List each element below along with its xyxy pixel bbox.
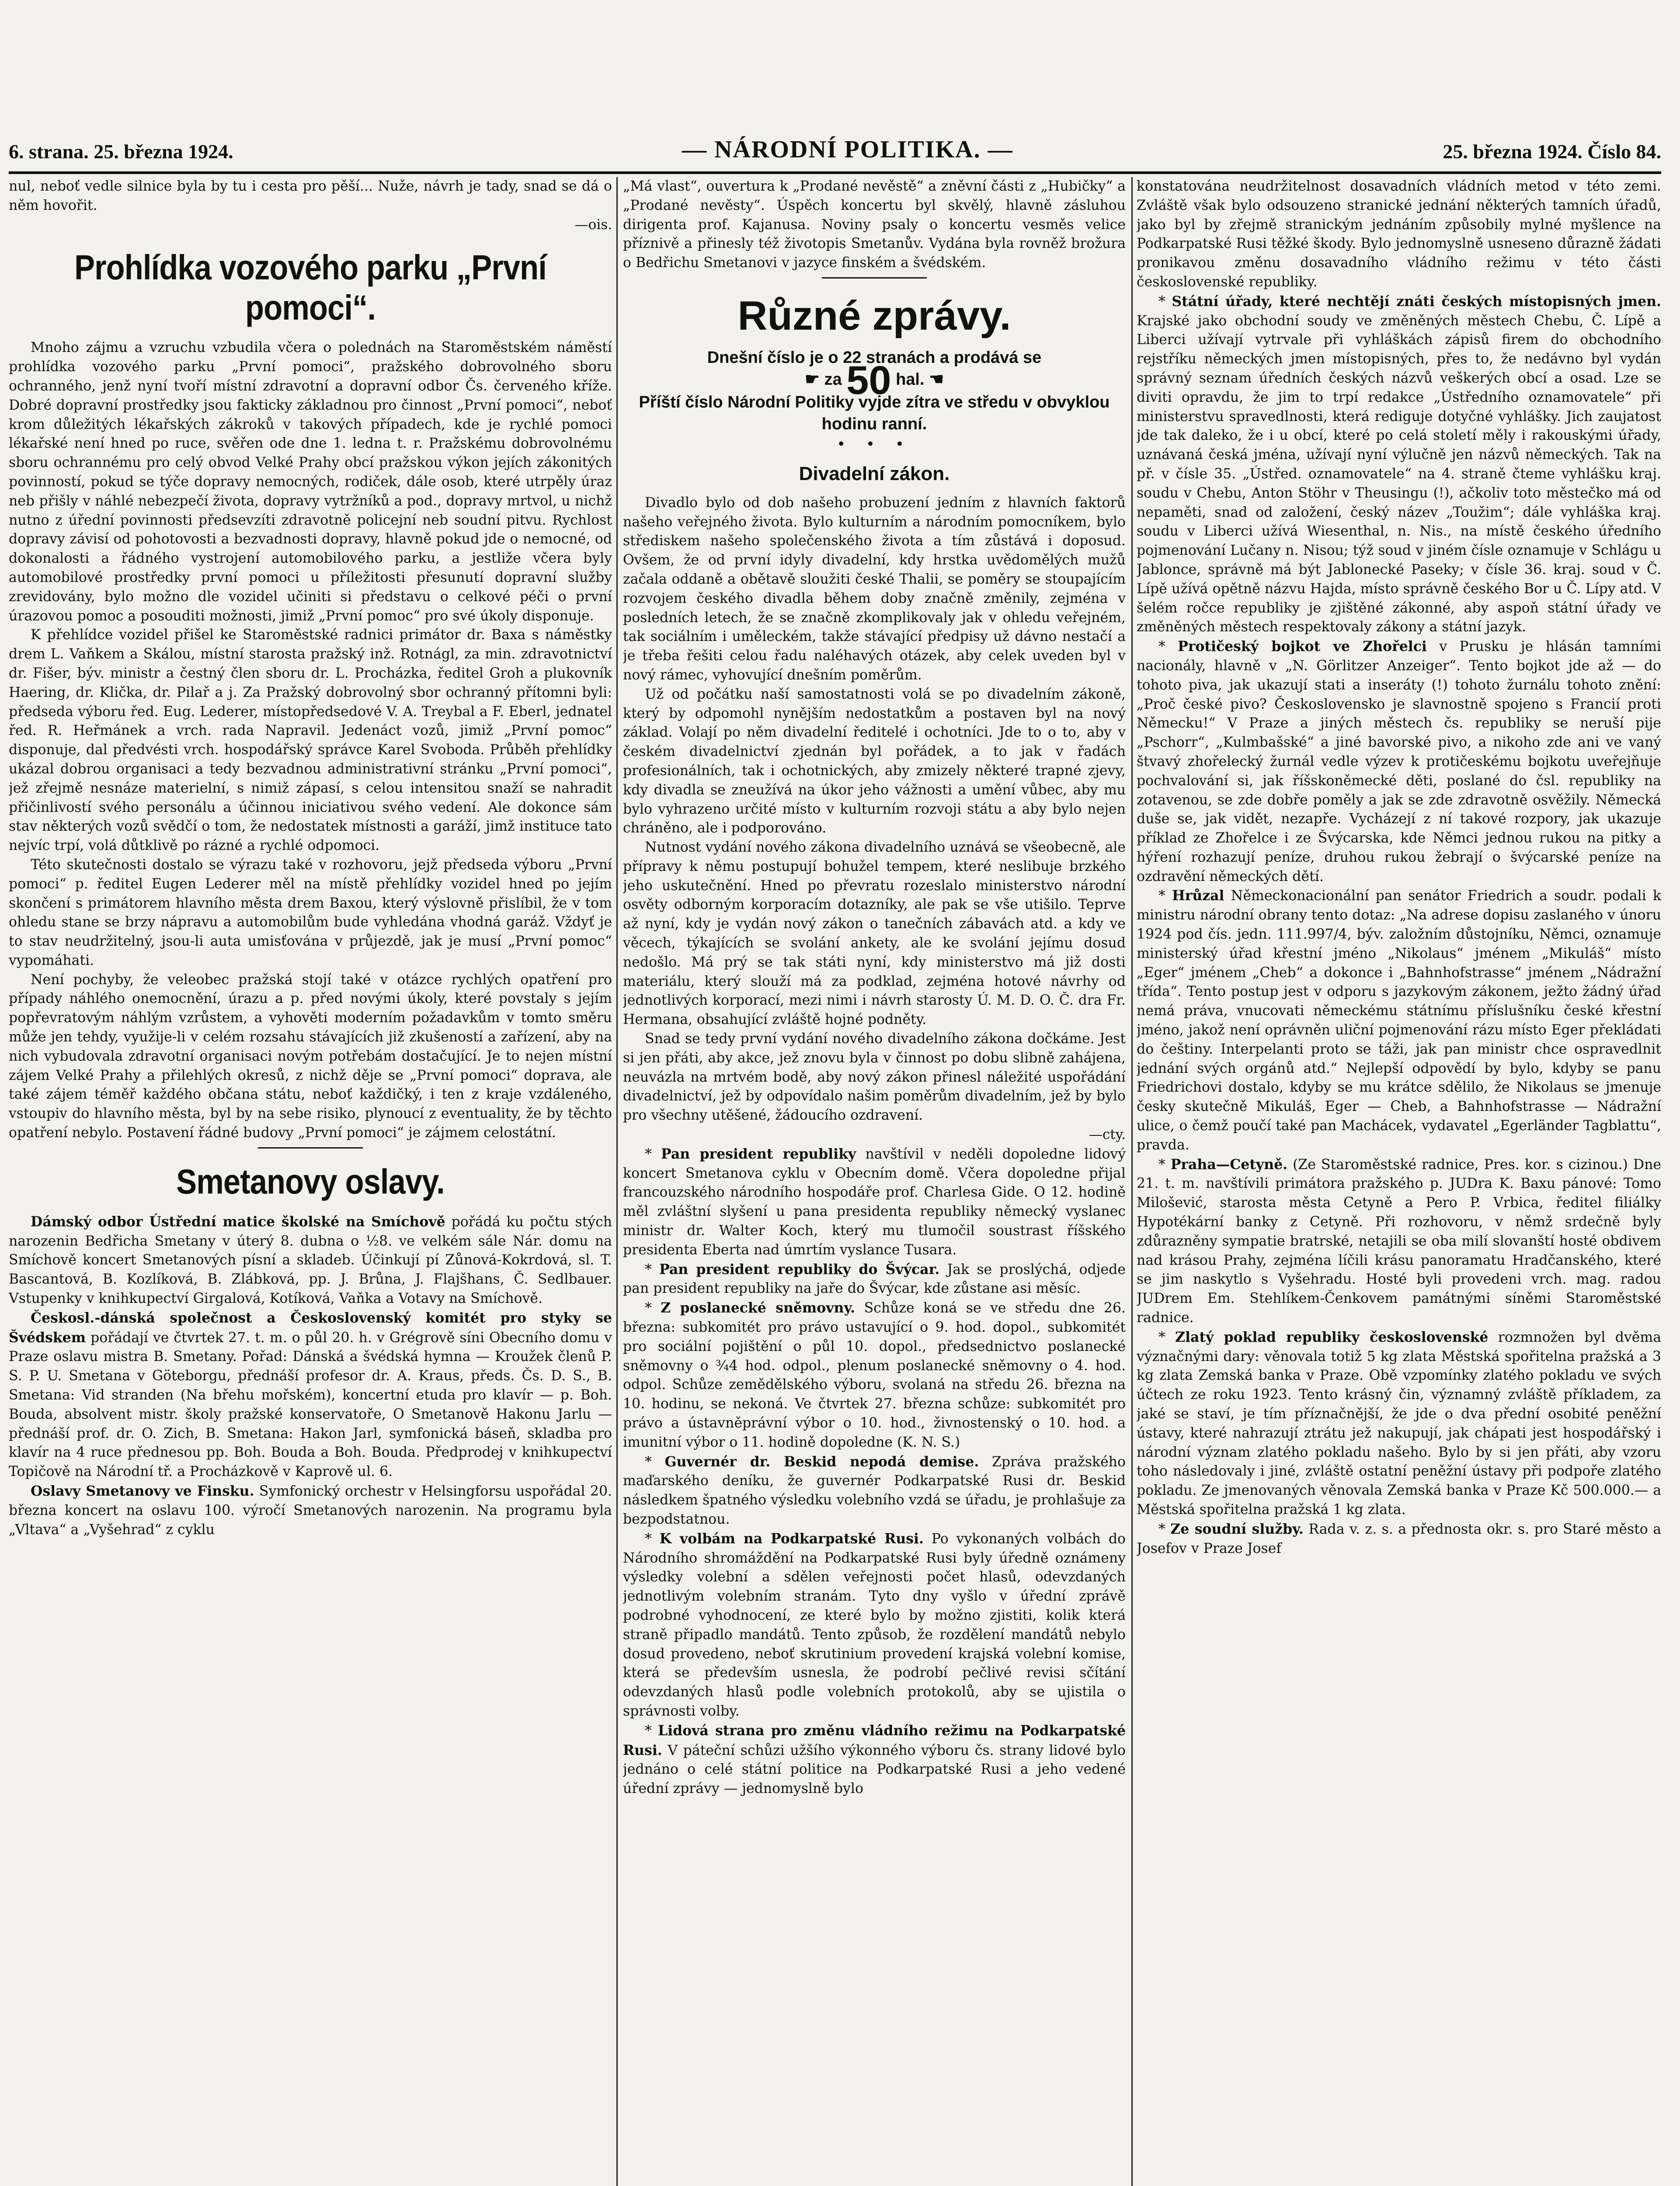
news-item-text: v Prusku je hlásán tamními nacionály, hlavně v „N. Görlitzer Anzeiger“. Tento bojkot jde až — do tohoto piva, jak ukazují stati a inseráty (!) tohoto žurnálu tohoto znění: „Proč české pivo? Československo je slavnostně spojeno s Francií proti Německu!“ V Praze a jiných městech čs. republiky se neruší pije „Pschorr“, „Kulmbašské“ a jiné bavorské pivo, a nikoho zde ani ve vaný štvavý zhořelecký žurnál vedle výzev k protičeskému bojkotu uveřejňuje pochvalování si, jak říšskoněmecké děti, poslané do čsl. republiky na zotavenou, se zde dobře poměly a jak se zde zdravotně osvěžily. Německá duše se, jak vidět, nezapře. Vycházejí z ní takové rozpory, jak ukazuje příklad ze Zhořelce i ze Švýcarska, kde Němci jednou rukou na pitky a hýření rozhazují peníze, druhou rukou žebrají o švýcarské peníze na ozdravění německých dětí.	[1137, 639, 1661, 884]
masthead-title: — NÁRODNÍ POLITIKA. —	[682, 136, 1013, 163]
page-header	[9, 136, 1661, 171]
news-item-text: rozmnožen byl dvěma význačnými dary: věnovala totiž 5 kg zlata Městská spořitelna pražská a 3 kg zlata Zemská banka v Praze. Obě vzpomínky zlatého pokladu ve svých účtech ze roku 1923. Tento krásný čin, významný zvláště příkladem, za jaké se staví, je tím příznačnější, že jde o dva přední osobité peněžní ústavy, které nahrazují ztrátu jež nakupují, jak chápati jest hospodářský i národní význam zlatého pokladu našeho. Bylo by si jen přáti, aby vzoru toho následovaly i jiné, zvláště ostatní peněžní ústavy při podpoře zlatého pokladu. Ze jmenovaných věnovala Zemská banka v Praze Kč 500.000.— a Městská spořitelna pražská 1 kg zlata.	[1137, 1329, 1661, 1518]
news-item: * Protičeský bojkot ve Zhořelci v Prusku je hlásán tamními nacionály, hlavně v „N. Görlitzer Anzeiger“. Tento bojkot jde až — do tohoto piva, jak ukazují stati a inseráty (!) tohoto žurnálu tohoto znění: „Proč české pivo? Československo je slavnostně spojeno s Francií proti Německu!“ V Praze a jiných městech čs. republiky se neruší pije „Pschorr“, „Kulmbašské“ a jiné bavorské pivo, a nikoho zde ani ve vaný štvavý zhořelecký žurnál vedle výzev k protičeskému bojkotu uveřejňuje pochvalování si, jak říšskoněmecké děti, poslané do čsl. republiky na zotavenou, se zde dobře poměly a jak se zde zdravotně osvěžily. Německá duše se, jak vidět, nezapře. Vycházejí z ní takové rozpory, jak ukazuje příklad ze Zhořelce i ze Švýcarska, kde Němci jednou rukou na pitky a hýření rozhazují peníze, druhou rukou žebrají o švýcarské peníze na ozdravění německých dětí.	[1137, 638, 1661, 884]
news-item: * Státní úřady, které nechtějí znáti českých místopisných jmen. Krajské jako obchodní soudy ve změněných městech Chebu, Č. Lípě a Liberci užívají vytrvale při vyhláškách zápisů firem do obchodního rejstříku německých jmen místopisných, přes to, že nedávno byl vydán správný seznam úředních českých názvů veškerých obcí a osad. Lze se diviti opravdu, že jim to trpí redakce „Ústředního oznamovatele“ při ministerstvu spravedlnosti, která rediguje dotyčné vyhlášky. Jich zaujatost jde tak daleko, že i u obcí, které po celá století měly i rakouskými úřady, uznávaná česká jména, užívají nyní výlučně jen názvů německých. Tak na př. v čísle 35. „Ústřed. oznamovatele“ na 4. straně čteme vyhlášku kraj. soudu v Chebu, Anton Stöhr v Theusingu (!), ačkoliv toto městečko má od nepaměti, snad od založení, český název „Toužim“; dále vyhláška kraj. soudu v Liberci užívá Wiesenthal, n. Nis., na místě českého úředního pojmenování Lučany n. Nisou; týž soud v jiném čísle oznamuje v Schlágu u Jablonce, správně má být Jablonecké Paseky; v čísle 36. kraj. soud v Č. Lípě užívá opětně názvu Hajda, místo správně českého Bor u Č. Lípy atd. V šelém ročce republiky je zjištěné zákonné, aby aspoň státní úřady ve změněných městech respektovaly zákony a státní jazyk.	[1137, 293, 1661, 635]
news-item-lead: Guvernér dr. Beskid nepodá demise.	[664, 1453, 979, 1470]
notice-price-line	[623, 358, 1126, 403]
news-item-text: Jak se proslýchá, odjede pan president republiky na jaře do Švýcar, kde zůstane asi měsíc.	[623, 1261, 1126, 1297]
news-item-text: Rada v. z. s. a přednosta okr. s. pro Staré město a Josefov v Praze Josef	[1137, 1521, 1661, 1556]
news-item-text: Německonacionální pan senátor Friedrich a soudr. podali k ministru národní obrany tento dotaz: „Na adrese dopisu zaslaného v únoru 1924 pod čís. jedn. 111.997/4, býv. založním důstojníku, Němci, oznamuje ministerský úřad křestní jméno „Nikolaus“ jménem „Mikuláš“ místo „Eger“ jménem „Cheb“ a dokonce i „Bahnhofstrasse“ jménem „Nádražní třída“. Tento postup jest v odporu s jazykovým zákonem, ježto žádný úřad nemá práva, vnucovati německému státnímu příslušníku české křestní jméno, jakož není oprávněn uliční pojmenování rázu místo Eger překládati do češtiny. Interpelanti proto se táži, jak pan ministr chce ospravedlnit jednání svých orgánů atd.“ Nejlepší odpovědí by bylo, kdyby se panu Friedrichovi dostalo, kdyby se mu krátce sdělilo, že Nikolaus se jmenuje česky skutečně Mikuláš, Eger — Cheb, a Bahnhofstrasse — Nádražní ulice, o čemž poučí také pan Machácek, vydavatel „Egerländer Tagblattu“, pravda.	[1137, 888, 1661, 1153]
column-1	[9, 177, 612, 2186]
news-item-lead: K volbám na Podkarpatské Rusi.	[659, 1530, 924, 1547]
price-unit: hal.	[896, 370, 925, 389]
article-subheading: Divadelní zákon.	[799, 463, 950, 484]
news-item: * K volbám na Podkarpatské Rusi. Po vykonaných volbách do Národního shromáždění na Podkarpatské Rusi byly úředně oznámeny výsledky volební a sdělen veřejnosti počet hlasů, odevzdaných jednotlivým volebním stranám. Tyto dny vyšlo v úřední zprávě podrobné vyhodnocení, ze které bylo by možno zjistiti, kolik která straně připadlo mandátů. Tento způsob, že rozdělení mandátů nebylo dosud provedeno, neboť skrutinium provedení krajská volební komise, která se především usnesla, že podrobí pečlivé revisi sčítání odevzdaných hlasů podle volebních protokolů, aby se ujistila o správnosti volby.	[623, 1530, 1126, 1719]
news-item: * Ze soudní služby. Rada v. z. s. a přednosta okr. s. pro Staré město a Josefov v Praze Josef	[1137, 1521, 1661, 1556]
article-continuation: konstatována neudržitelnost dosavadních vládních metod v této zemi. Zvláště však bylo odsouzeno stranické jednání některých tamních úřadů, jako byl by zřejmě stranickým jednáním způsobily mylné myšlence na Podkarpatské Rusi těžké škody. Bylo jednomyslně usneseno důrazně žádati pronikavou změnu dosavadního vládního režimu v této části československé republiky.	[1137, 178, 1661, 290]
news-item: * Zlatý poklad republiky československé rozmnožen byl dvěma význačnými dary: věnovala totiž 5 kg zlata Městská spořitelna pražská a 3 kg zlata Zemská banka v Praze. Obě vzpomínky zlatého pokladu ve svých účtech ze roku 1923. Tento krásný čin, významný zvláště příkladem, za jaké se staví, je tím příznačnější, že jde o dva přední osobité peněžní ústavy, které nahrazují ztrátu jež nakupují, jak chápati jest hospodářský i národní význam zlatého pokladu našeho. Bylo by si jen přáti, aby vzoru toho následovaly i jiné, zvláště ostatní peněžní ústavy při podpoře zlatého pokladu. Ze jmenovaných věnovala Zemská banka v Praze Kč 500.000.— a Městská spořitelna pražská 1 kg zlata.	[1137, 1329, 1661, 1518]
news-item-text: Zpráva pražského maďarského deníku, že guvernér Podkarpatské Rusi dr. Beskid následkem špatného výsledku volebního vzdá se úřadu, je prohlašuje za bezpodstatnou.	[623, 1454, 1126, 1527]
pointing-hand-icon: ☚	[929, 370, 944, 389]
article-paragraph: Mnoho zájmu a vzruchu vzbudila včera o polednách na Staroměstském náměstí prohlídka vozového parku „První pomoci“, pražského dobrovolného sboru ochranného, jenž nyní tvoří místní zdravotní a dopravní odbor Čs. červeného kříže. Dobré dopravní prostředky jsou fakticky základnou pro činnost „První pomoci“, neboť krom důležitých lékařských zákroků v takových případech, kde je rychlé pomoci lékařské není hned po ruce, svěřen ode dne 1. ledna t. r. Pražskému dobrovolnému sboru ochrannému pro celý obvod Velké Prahy obcí pražskou výkon jejích zákonitých povinností, pokud se týče dopravy nemocných, rodiček, dále osob, které utrpěly úraz neb přišly v náhlé nebezpečí života, dopravy vytržníků a pod., dopravy mrtvol, u nichž nutno z úřední povinnosti předsevzíti zdravotně policejní neb soudní pitvu. Rychlost dopravy závisí od pohotovosti a bezvadnosti dopravy, hlavně pokud jde o nemocné, od dokonalosti a řádného vystrojení automobilového parku, a jestliže včera byly automobilové prostředky první pomoci u příležitosti přesunutí dopravní služby zrevidovány, bylo možno dle vozidel učiniti si představu o celkové péči o první úrazovou pomoc a posouditi možnosti, jimiž „První pomoc“ pro své úkoly disponuje.	[9, 340, 612, 624]
news-item-text: pořádá ku počtu stých narozenin Bedřicha Smetany v úterý 8. dubna o ½8. ve velkém sále Nár. domu na Smíchově koncert Smetanových písní a skladeb. Účinkují pí Zůnová-Kokrdová, sl. T. Bascantová, B. Kozlíková, B. Zlábková, pp. J. Brůna, J. Flajšhans, Č. Sedlbauer. Vstupenky v knihkupectví Girgalová, Kotíková, Vaňka a Votavy na Smíchově.	[9, 1214, 612, 1307]
news-item	[9, 1212, 612, 1309]
news-item: * Lidová strana pro změnu vládního režimu na Podkarpatské Rusi. V páteční schůzi užšího výkonného výboru čs. strany lidové bylo jednáno o celé státní politice na Podkarpatské Rusi a jeho vedené úřední zprávy — jednomyslně bylo	[623, 1722, 1126, 1797]
news-item-text: Po vykonaných volbách do Národního shromáždění na Podkarpatské Rusi byly úředně oznámeny výsledky volební a sdělen veřejnosti počet hlasů, odevzdaných jednotlivým volebním stranám. Tyto dny vyšlo v úřední zprávě podrobné vyhodnocení, ze které bylo by možno zjistiti, kolik která straně připadlo mandátů. Tento způsob, že rozdělení mandátů nebylo dosud provedeno, neboť skrutinium provedení krajská volební komise, která se především usnesla, že podrobí pečlivé revisi sčítání odevzdaných hlasů podle volebních protokolů, aby se ujistila o správnosti volby.	[623, 1531, 1126, 1719]
news-item: * Z poslanecké sněmovny. Schůze koná se ve středu dne 26. března: subkomitét pro právo ustavující o 9. hod. dopol., subkomitét pro sociální pojištění o půl 10. dopol., předsednictvo poslanecké sněmovny o ¾4 hod. odpol., plenum poslanecké sněmovny o 4. hod. odpol. Schůze zemědělského výboru, svolaná na středu 26. března na 10. hodinu, se nekoná. Ve čtvrtek 27. března schůze: subkomitét pro právo a ústavněprávní výbor o 10. hod., živnostenský o 10. hod. a imunitní výbor o 11. hodině dopoledne (K. N. S.)	[623, 1300, 1126, 1450]
news-item	[9, 1309, 612, 1482]
column-2	[623, 177, 1126, 2186]
news-item: * Praha—Cetyně. (Ze Staroměstské radnice, Pres. kor. s cizinou.) Dne 21. t. m. navštívili primátora pražského p. JUDra K. Baxu pánové: Tomo Milošević, starosta města Cetyně a Pero P. Vrbica, ředitel filiálky Hypotékární banky z Cetyně. Při rozhovoru, v němž srdečně byly zdůrazněny sympatie bratrské, netajili se oba milí slovanští hosté obdivem nad krásou Prahy, zejména líčili krásu panoramatu Hradčanského, které se jim naskytlo s Vyšehradu. Hosté byli provedeni vrch. mag. radou JUDrem Em. Stehlíkem-Čenkovem památnými síněmi Staroměstské radnice.	[1137, 1156, 1661, 1326]
article-paragraph: Nutnost vydání nového zákona divadelního uznává se všeobecně, ale přípravy k němu postupují bohužel tempem, které neslibuje brzkého jeho uskutečnění. Hned po převratu rozeslalo ministerstvo národní osvěty odborným korporacím dotazníky, ale pak se vše utišilo. Teprve až nyní, kdy je vydán nový zákon o tanečních zábavách atd. a kdy ve věcech, týkajících se svolání ankety, ale ke svolání jejímu dosud nedošlo. Má prý se tak státi nyní, kdy ministerstvo má již dosti materiálu, který slouží má za podklad, zejména hotové návrhy od jednotlivých korporací, mezi nimi i návrh starosty Ú. M. D. O. Č. dra Fr. Hermana, obsahující zvláště hojné podněty.	[623, 839, 1126, 1028]
news-item-text: Symfonický orchestr v Helsingforsu uspořádal 20. března koncert na oslavu 100. výročí Smetanových narozenin. Na programu byla „Vltava“ a „Vyšehrad“ z cyklu	[9, 1483, 612, 1538]
column-divider	[1131, 177, 1133, 2186]
news-item-lead: Lidová strana pro změnu vládního režimu na Podkarpatské Rusi.	[623, 1722, 1126, 1758]
news-item-text: V páteční schůzi užšího výkonného výboru čs. strany lidové bylo jednáno o celé státní politice na Podkarpatské Rusi a jeho vedené úřední zprávy — jednomyslně bylo	[623, 1742, 1126, 1797]
news-item-text: Schůze koná se ve středu dne 26. března: subkomitét pro právo ustavující o 9. hod. dopol., subkomitét pro sociální pojištění o půl 10. dopol., předsednictvo poslanecké sněmovny o ¾4 hod. odpol., plenum poslanecké sněmovny o 4. hod. odpol. Schůze zemědělského výboru, svolaná na středu 26. března na 10. hodinu, se nekoná. Ve čtvrtek 27. března schůze: subkomitét pro právo a ústavněprávní výbor o 10. hod., živnostenský o 10. hod. a imunitní výbor o 11. hodině dopoledne (K. N. S.)	[623, 1300, 1126, 1450]
article-paragraph: Této skutečnosti dostalo se výrazu také v rozhovoru, jejž předseda výboru „První pomoci“ p. ředitel Eugen Lederer měl na místě přehlídky vozidel hned po jejím skončení s primátorem hlavního města drem Baxou, který výslovně přislíbil, že v tom ohledu stane se brzy nápravu a automobilům bude vyhledána vhodná garáž. Vždyť je to stav neudržitelný, jsou-li auta umisťována v průjezdě, jak je musí „První pomoc“ vypomáhati.	[9, 856, 612, 968]
news-item-lead: Protičeský bojkot ve Zhořelci	[1178, 638, 1427, 655]
author-signature: —cty.	[1089, 1127, 1126, 1143]
news-item-lead: Hrůzal	[1172, 888, 1224, 904]
article-heading: Smetanovy oslavy.	[176, 1162, 445, 1201]
article-paragraph: Už od počátku naší samostatnosti volá se po divadelním zákoně, který by odpomohl nynějším nedostatkům a postaven byl na nový základ. Volají po něm divadelní ředitelé i ochotníci. Jde to o to, aby v českém divadelnictví zjednán byl pořádek, a to jak v řadách profesionálních, tak i ochotnických, aby zmizely některé trapné zjevy, kdy divadla se zneužívá na úkor jeho vážnosti a umění vůbec, aby mu bylo vyhrazeno určité místo v kulturním rozvoji státu a aby bylo nejen chráněno, ale i podporováno.	[623, 686, 1126, 836]
issue-notice	[623, 347, 1126, 435]
section-rule	[258, 1147, 363, 1149]
news-item-lead: Státní úřady, které nechtějí znáti českých místopisných jmen.	[1172, 293, 1661, 310]
section-heading: Různé zprávy.	[737, 292, 1011, 338]
news-item-lead: Ze soudní služby.	[1170, 1521, 1304, 1537]
news-item-lead: Pan president republiky	[661, 1145, 856, 1162]
news-item-text: (Ze Staroměstské radnice, Pres. kor. s cizinou.) Dne 21. t. m. navštívili primátora pražského p. JUDra K. Baxu pánové: Tomo Milošević, starosta města Cetyně a Pero P. Vrbica, ředitel filiálky Hypotékární banky z Cetyně. Při rozhovoru, v němž srdečně byly zdůrazněny sympatie bratrské, netajili se oba milí slovanští hosté obdivem nad krásou Prahy, zejména líčili krásu panoramatu Hradčanského, které se jim naskytlo s Vyšehradu. Hosté byli provedeni vrch. mag. radou JUDrem Em. Stehlíkem-Čenkovem památnými síněmi Staroměstské radnice.	[1137, 1156, 1661, 1326]
article-paragraph: Není pochyby, že veleobec pražská stojí také v otázce rychlých opatření pro případy náhlého onemocnění, úrazu a p. před novými úkoly, které povstaly s jejím popřevratovým náhlým vzrůstem, a vyhověti moderním požadavkům v tomto směru může jen tehdy, využije-li v celém rozsahu stávajících již zkušeností a zařízení, aby na nich vybudovala zdravotní organisaci novým potřebám dostačující. Je to nejen místní zájem Velké Prahy a přilehlých okresů, z nichž děje se „První pomoci“ doprava, ale také zájem téměř každého občana státu, neboť každičký, i ten z kraje vzdáleného, vstoupiv do hlavního města, byl by na sebe risiko, plynoucí z eventuality, že by těchto opatření nebylo. Postavení řádné budovy „První pomoci“ je zájmem celostátní.	[9, 971, 612, 1141]
news-item	[9, 1482, 612, 1539]
header-rule	[9, 171, 1661, 174]
column-divider	[616, 177, 618, 2186]
pointing-hand-icon: ☛	[804, 370, 820, 389]
news-item-lead: Pan president republiky do Švýcar.	[659, 1261, 940, 1277]
article-heading: Prohlídka vozového parku „První pomoci“.	[74, 248, 546, 327]
article-paragraph: Snad se tedy první vydání nového divadelního zákona dočkáme. Jest si jen přáti, aby akce, jež znovu byla v činnost po dobu slibně zahájena, neuvázla na mrtvém bodě, aby nový zákon přinesl náležité uspořádání divadelnictví, jež by odpovídalo našim poměrům divadelním, jež by bylo pro všechny utěšené, žádoucího ozdravení.	[623, 1031, 1126, 1124]
header-date-left: 6. strana. 25. března 1924.	[9, 140, 233, 163]
news-item: * Pan president republiky do Švýcar. Jak se proslýchá, odjede pan president republiky na jaře do Švýcar, kde zůstane asi měsíc.	[623, 1261, 1126, 1297]
news-item: * Pan president republiky navštívil v neděli dopoledne lidový koncert Smetanova cyklu v Obecním domě. Včera dopoledne přijal francouzského národního hospodáře prof. Charlesa Gide. O 12. hodině měl zvláštní slyšení u pana presidenta republiky německý vyslanec ministr dr. Walter Koch, který mu tlumočil soustrast říšského presidenta Eberta nad úmrtím vyslance Tusara.	[623, 1145, 1126, 1258]
news-item-lead: Dámský odbor Ústřední matice školské na Smíchově	[31, 1213, 445, 1230]
news-item: * Hrůzal Německonacionální pan senátor Friedrich a soudr. podali k ministru národní obrany tento dotaz: „Na adrese dopisu zaslaného v únoru 1924 pod čís. jedn. 111.997/4, býv. založním důstojníku, Němci, oznamuje ministerský úřad křestní jméno „Nikolaus“ jménem „Mikuláš“ místo „Eger“ jménem „Cheb“ a dokonce i „Bahnhofstrasse“ jménem „Nádražní třída“. Tento postup jest v odporu s jazykovým zákonem, ježto žádný úřad nemá práva, vnucovati německému státnímu příslušníku české křestní jméno, jakož není oprávněn uliční pojmenování rázu místo Eger překládati do češtiny. Interpelanti proto se táži, jak pan ministr chce ospravedlnit jednání svých orgánů atd.“ Nejlepší odpovědí by bylo, kdyby se panu Friedrichovi dostalo, kdyby se mu krátce sdělilo, že Nikolaus se jmenuje česky skutečně Mikuláš, Eger — Cheb, a Bahnhofstrasse — Nádražní ulice, o čemž poučí také pan Machácek, vydavatel „Egerländer Tagblattu“, pravda.	[1137, 888, 1661, 1153]
news-item-text: Krajské jako obchodní soudy ve změněných městech Chebu, Č. Lípě a Liberci užívají vytrvale při vyhláškách zápisů firem do obchodního rejstříku německých jmen místopisných, přes to, že nedávno byl vydán správný seznam úředních českých názvů veškerých obcí a osad. Lze se diviti opravdu, že jim to trpí redakce „Ústředního oznamovatele“ při ministerstvu spravedlnosti, která rediguje dotyčné vyhlášky. Jich zaujatost jde tak daleko, že i u obcí, které po celá století měly i rakouskými úřady, uznávaná česká jména, užívají nyní výlučně jen názvů německých. Tak na př. v čísle 35. „Ústřed. oznamovatele“ na 4. straně čteme vyhlášku kraj. soudu v Chebu, Anton Stöhr v Theusingu (!), ačkoliv toto městečko má od nepaměti, snad od založení, český název „Toužim“; dále vyhláška kraj. soudu v Liberci užívá Wiesenthal, n. Nis., na místě českého úředního pojmenování Lučany n. Nisou; týž soud v jiném čísle oznamuje v Schlágu u Jablonce, správně má být Jablonecké Paseky; v čísle 36. kraj. soud v Č. Lípě užívá opětně názvu Hajda, místo správně českého Bor u Č. Lípy atd. V šelém ročce republiky je zjištěné zákonné, aby aspoň státní úřady ve změněných městech respektovaly zákony a státní jazyk.	[1137, 313, 1661, 635]
news-item-lead: Praha—Cetyně.	[1170, 1156, 1288, 1173]
news-item: * Guvernér dr. Beskid nepodá demise. Zpráva pražského maďarského deníku, že guvernér Podkarpatské Rusi dr. Beskid následkem špatného výsledku volebního vzdá se úřadu, je prohlašuje za bezpodstatnou.	[623, 1453, 1126, 1527]
article-continuation: nul, neboť vedle silnice byla by tu i cesta pro pěší... Nuže, návrh je tady, snad se dá o něm hovořit.	[9, 178, 612, 213]
news-item-lead: Oslavy Smetanovy ve Finsku.	[31, 1483, 254, 1500]
news-item-lead: Z poslanecké sněmovny.	[661, 1300, 856, 1316]
article-paragraph: Divadlo bylo od dob našeho probuzení jedním z hlavních faktorů našeho veřejného života. Bylo kulturním a národním pomocníkem, bylo střediskem našeho společenského života a tím zůstává i doposud. Ovšem, že od první idyly divadelní, kdy hrstka uvědomělých mužů začala oddaně a obětavě sloužiti české Thalii, se poměry se stoupajícím rozvojem českého divadla během doby značně změnily, zejména v posledních letech, že se značně zkomplikovaly jak v ohledu veřejném, tak sociálním i uměleckém, takže stávající předpisy už dávno nestačí a je třeba řešiti celou řadu naléhavých otázek, aby celek uveden byl v nový rámec, vyhovující dnešním poměrům.	[623, 494, 1126, 683]
column-3	[1137, 177, 1661, 2186]
article-paragraph: K přehlídce vozidel přišel ke Staroměstské radnici primátor dr. Baxa s náměstky drem L. Vaňkem a Skálou, místní starosta pražský inž. Rotnágl, za min. zdravotnictví dr. Fišer, býv. ministr a čestný člen sboru dr. L. Procházka, ředitel Groh a plukovník Haering, dr. Klička, dr. Pilař a j. Za Pražský dobrovolný sbor ochranný přítomni byli: předseda výboru řed. Eug. Lederer, místopředsedové V. A. Treybal a F. Eberl, jednatel řed. R. Heřmánek a vrch. rada Napravil. Jedenáct vozů, jimiž „První pomoc“ disponuje, dal předvésti vrch. hospodářský správce Karel Svoboda. Průběh přehlídky ukázal dobrou organisaci a tedy bezvadnou administrativní stránku „První pomoci“, jež zřejmě nesnáze materielní, s nimiž zápasí, s celou intensitou snaží se nahradit přičinlivostí svého personálu a účinnou iniciativou svého vedení. Ale dokonce sám stav některých vozů svědčí o tom, že nedostatek místnosti a garáží, jimž instituce tato nejvíc trpí, volá důtklivě po rázné a rychlé odpomoci.	[9, 627, 612, 854]
news-item-text: pořádají ve čtvrtek 27. t. m. o půl 20. h. v Grégrově síni Obecního domu v Praze oslavu mistra B. Smetany. Pořad: Dánská a švédská hymna — Kroužek členů P. S. P. U. Smetana v Göteborgu, přednáší profesor dr. A. Kraus, předs. Čs. D. S., B. Smetana: Vid stranden (Na břehu mořském), koncertní etuda pro klavír — p. Boh. Bouda, absolvent mistr. školy pražské konservatoře, O Smetanově Hakonu Jarlu — přednáší prof. dr. O. Zich, B. Smetana: Hakon Jarl, symfonická báseň, skladba pro klavír na 4 ruce přednesou pp. Boh. Bouda a Boh. Bouda. Předprodej v knihkupectví Topičově na Národní tř. a Procházkově v Kaprově ul. 6.	[9, 1330, 612, 1480]
notice-line: Příští číslo Národní Politiky vyjde zítra ve středu v obvyklou hodinu ranní.	[639, 393, 1110, 433]
section-rule	[822, 277, 927, 278]
separator-dots: • • •	[837, 435, 912, 453]
article-continuation: „Má vlast“, ouvertura k „Prodané nevěstě“ a zněvní části z „Hubičky“ a „Prodané nevěsty“. Úspěch koncertu byl skvělý, hlavně zásluhou dirigenta prof. Kajanusa. Noviny psaly o koncertu vesměs velice příznivě a přinesly též životopis Smetanův. Vydána byla rovněž brožura o Bedřichu Smetanovi v jazyce finském a švédském.	[623, 178, 1126, 271]
notice-line: Dnešní číslo je o 22 stranách a prodává se	[707, 348, 1042, 367]
price-value: 50	[846, 358, 891, 403]
news-item-lead: Zlatý poklad republiky československé	[1175, 1329, 1489, 1345]
header-issue-right: 25. března 1924. Číslo 84.	[1443, 140, 1661, 163]
author-signature: —ois.	[574, 216, 612, 233]
news-item-text: navštívil v neděli dopoledne lidový koncert Smetanova cyklu v Obecním domě. Včera dopoledne přijal francouzského národního hospodáře prof. Charlesa Gide. O 12. hodině měl zvláštní slyšení u pana presidenta republiky německý vyslanec ministr dr. Walter Koch, který mu tlumočil soustrast říšského presidenta Eberta nad úmrtím vyslance Tusara.	[623, 1146, 1126, 1258]
price-prefix: za	[824, 370, 842, 389]
news-item-lead: Českosl.-dánská společnost a Československý komitét pro styky se Švédskem	[9, 1309, 612, 1346]
